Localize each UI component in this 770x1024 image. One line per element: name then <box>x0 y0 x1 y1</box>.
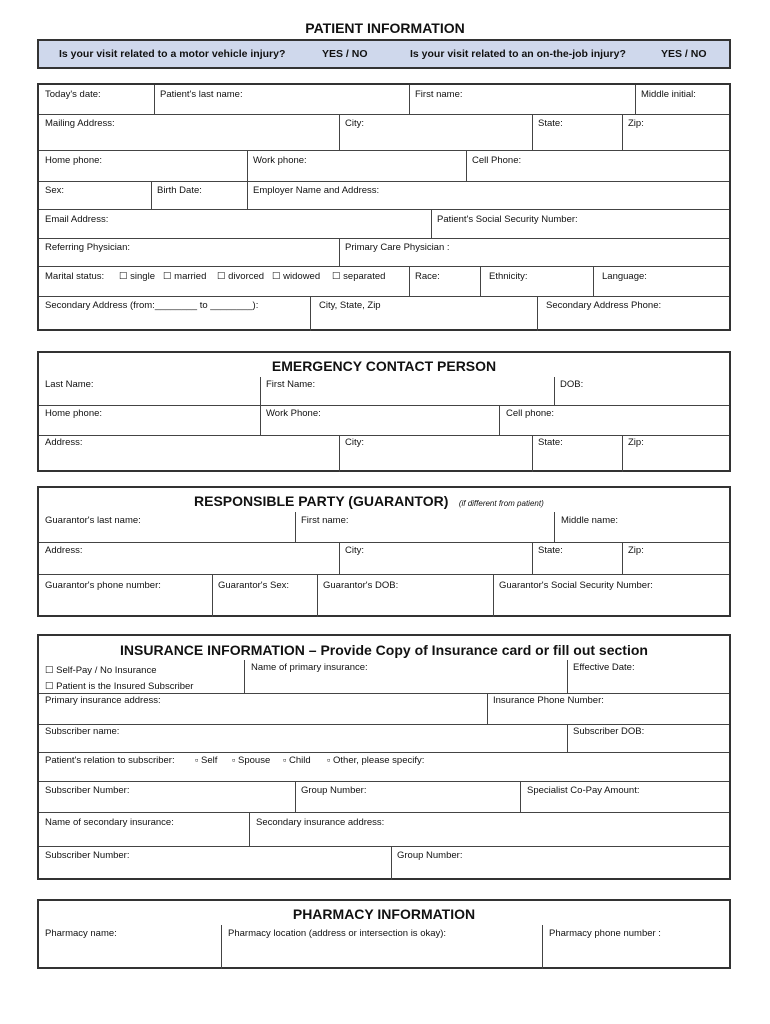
emergency-state-field[interactable]: State: <box>538 437 563 448</box>
motor-vehicle-question: Is your visit related to a motor vehicle injury? <box>59 48 286 60</box>
pharmacy-location-field[interactable]: Pharmacy location (address or intersection is okay): <box>228 928 447 939</box>
emergency-zip-field[interactable]: Zip: <box>628 437 644 448</box>
on-the-job-question: Is your visit related to an on-the-job injury? <box>410 48 626 60</box>
city-state-zip-field[interactable]: City, State, Zip <box>319 300 381 311</box>
emergency-section-title: EMERGENCY CONTACT PERSON <box>271 358 497 374</box>
emergency-address-field[interactable]: Address: <box>45 437 83 448</box>
guarantor-phone-field[interactable]: Guarantor's phone number: <box>45 580 161 591</box>
guarantor-city-field[interactable]: City: <box>345 545 364 556</box>
patient-home-phone-field[interactable]: Home phone: <box>45 155 103 166</box>
email-field[interactable]: Email Address: <box>45 214 109 225</box>
language-field[interactable]: Language: <box>602 271 647 282</box>
guarantor-table <box>37 486 731 617</box>
patient-state-field[interactable]: State: <box>538 118 563 129</box>
emergency-first-name-field[interactable]: First Name: <box>266 379 316 390</box>
secondary-subscriber-number-field[interactable]: Subscriber Number: <box>45 850 130 861</box>
relation-option-other[interactable]: ▫ Other, please specify: <box>327 755 425 766</box>
patient-first-name-field[interactable]: First name: <box>415 89 463 100</box>
todays-date-field[interactable]: Today's date: <box>45 89 101 100</box>
primary-insurance-name-field[interactable]: Name of primary insurance: <box>251 662 368 673</box>
marital-option-separated[interactable]: ☐ separated <box>332 271 386 282</box>
emergency-dob-field[interactable]: DOB: <box>560 379 584 390</box>
ethnicity-field[interactable]: Ethnicity: <box>489 271 528 282</box>
guarantor-address-field[interactable]: Address: <box>45 545 83 556</box>
relation-option-child[interactable]: ▫ Child <box>283 755 311 766</box>
marital-option-married[interactable]: ☐ married <box>163 271 207 282</box>
emergency-city-field[interactable]: City: <box>345 437 364 448</box>
emergency-work-phone-field[interactable]: Work Phone: <box>266 408 321 419</box>
secondary-address-field[interactable]: Secondary Address (from:________ to ________): <box>45 300 259 311</box>
primary-insurance-address-field[interactable]: Primary insurance address: <box>45 695 161 706</box>
patient-ssn-field[interactable]: Patient's Social Security Number: <box>437 214 578 225</box>
mailing-address-field[interactable]: Mailing Address: <box>45 118 115 129</box>
guarantor-middle-name-field[interactable]: Middle name: <box>561 515 619 526</box>
employer-field[interactable]: Employer Name and Address: <box>253 185 380 196</box>
pharmacy-table <box>37 899 731 969</box>
patient-middle-initial-field[interactable]: Middle initial: <box>641 89 696 100</box>
injury-question-banner <box>37 39 731 69</box>
race-field[interactable]: Race: <box>415 271 440 282</box>
subscriber-dob-field[interactable]: Subscriber DOB: <box>573 726 645 737</box>
insurance-phone-field[interactable]: Insurance Phone Number: <box>493 695 604 706</box>
guarantor-sex-field[interactable]: Guarantor's Sex: <box>218 580 289 591</box>
secondary-insurance-name-field[interactable]: Name of secondary insurance: <box>45 817 174 828</box>
copay-field[interactable]: Specialist Co-Pay Amount: <box>527 785 640 796</box>
insurance-section-title: INSURANCE INFORMATION – Provide Copy of Insurance card or fill out section <box>120 642 648 658</box>
guarantor-first-name-field[interactable]: First name: <box>301 515 349 526</box>
group-number-field[interactable]: Group Number: <box>301 785 367 796</box>
secondary-insurance-address-field[interactable]: Secondary insurance address: <box>256 817 385 828</box>
patient-work-phone-field[interactable]: Work phone: <box>253 155 307 166</box>
relation-label: Patient's relation to subscriber: <box>45 755 175 766</box>
emergency-last-name-field[interactable]: Last Name: <box>45 379 94 390</box>
guarantor-section-title: RESPONSIBLE PARTY (GUARANTOR) <box>194 493 449 509</box>
patient-info-table <box>37 83 731 331</box>
guarantor-subtitle: (if different from patient) <box>458 499 544 508</box>
emergency-contact-table <box>37 351 731 472</box>
effective-date-field[interactable]: Effective Date: <box>573 662 635 673</box>
patient-sex-field[interactable]: Sex: <box>45 185 65 196</box>
referring-physician-field[interactable]: Referring Physician: <box>45 242 131 253</box>
patient-last-name-field[interactable]: Patient's last name: <box>160 89 243 100</box>
patient-section-title: PATIENT INFORMATION <box>305 20 465 36</box>
marital-option-divorced[interactable]: ☐ divorced <box>217 271 265 282</box>
guarantor-ssn-field[interactable]: Guarantor's Social Security Number: <box>499 580 653 591</box>
marital-status-label: Marital status: <box>45 271 105 282</box>
emergency-home-phone-field[interactable]: Home phone: <box>45 408 103 419</box>
pharmacy-section-title: PHARMACY INFORMATION <box>292 906 476 922</box>
marital-option-widowed[interactable]: ☐ widowed <box>272 271 321 282</box>
relation-option-spouse[interactable]: ▫ Spouse <box>232 755 271 766</box>
insurance-table <box>37 634 731 880</box>
guarantor-state-field[interactable]: State: <box>538 545 563 556</box>
primary-care-physician-field[interactable]: Primary Care Physician : <box>345 242 450 253</box>
self-pay-checkbox[interactable]: ☐ Self-Pay / No Insurance <box>45 665 157 676</box>
guarantor-zip-field[interactable]: Zip: <box>628 545 644 556</box>
secondary-group-number-field[interactable]: Group Number: <box>397 850 463 861</box>
subscriber-number-field[interactable]: Subscriber Number: <box>45 785 130 796</box>
patient-city-field[interactable]: City: <box>345 118 364 129</box>
on-the-job-answer[interactable]: YES / NO <box>661 48 707 60</box>
motor-vehicle-answer[interactable]: YES / NO <box>322 48 368 60</box>
patient-zip-field[interactable]: Zip: <box>628 118 644 129</box>
guarantor-dob-field[interactable]: Guarantor's DOB: <box>323 580 399 591</box>
emergency-cell-phone-field[interactable]: Cell phone: <box>506 408 555 419</box>
pharmacy-phone-field[interactable]: Pharmacy phone number : <box>549 928 661 939</box>
patient-cell-phone-field[interactable]: Cell Phone: <box>472 155 522 166</box>
guarantor-last-name-field[interactable]: Guarantor's last name: <box>45 515 141 526</box>
pharmacy-name-field[interactable]: Pharmacy name: <box>45 928 117 939</box>
patient-insured-checkbox[interactable]: ☐ Patient is the Insured Subscriber <box>45 681 194 692</box>
relation-option-self[interactable]: ▫ Self <box>195 755 218 766</box>
subscriber-name-field[interactable]: Subscriber name: <box>45 726 120 737</box>
marital-option-single[interactable]: ☐ single <box>119 271 155 282</box>
secondary-address-phone-field[interactable]: Secondary Address Phone: <box>546 300 662 311</box>
patient-birth-date-field[interactable]: Birth Date: <box>157 185 202 196</box>
